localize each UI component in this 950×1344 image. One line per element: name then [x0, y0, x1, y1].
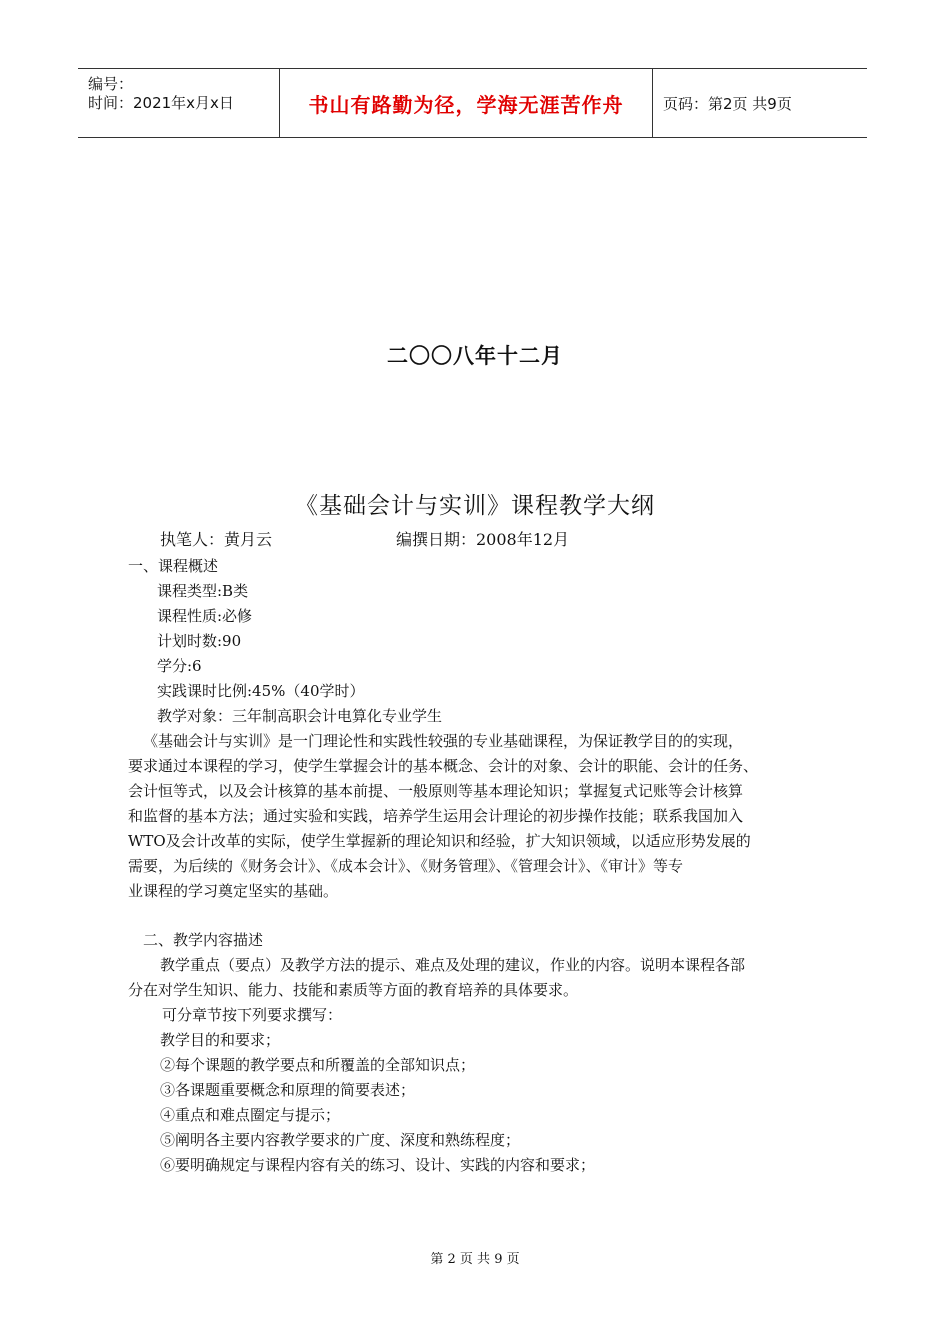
credits: 学分:6 — [157, 657, 202, 675]
requirement-item: ⑥要明确规定与课程内容有关的练习、设计、实践的内容和要求； — [160, 1156, 596, 1174]
number-label: 编号： — [88, 75, 134, 93]
page-footer: 第 2 页 共 9 页 — [430, 1252, 520, 1267]
requirement-item: ③各课题重要概念和原理的简要表述； — [160, 1081, 416, 1099]
compile-date: 编撰日期：2008年12月 — [396, 530, 570, 549]
section2-heading: 二、教学内容描述 — [143, 931, 264, 949]
paragraph-line: 会计恒等式，以及会计核算的基本前提、一般原则等基本理论知识；掌握复式记账等会计核算 — [128, 782, 744, 800]
requirement-item: ④重点和难点圈定与提示； — [160, 1106, 341, 1124]
header-motto-cell — [280, 69, 653, 137]
document-title: 《基础会计与实训》课程教学大纲 — [295, 493, 655, 519]
paragraph-line: 要求通过本课程的学习，使学生掌握会计的基本概念、会计的对象、会计的职能、会计的任务、 — [128, 757, 759, 775]
requirement-item: ②每个课题的教学要点和所覆盖的全部知识点； — [160, 1056, 476, 1074]
date-title: 二〇〇八年十二月 — [387, 344, 563, 368]
header-right-cell — [653, 69, 867, 137]
paragraph-line: 《基础会计与实训》是一门理论性和实践性较强的专业基础课程，为保证教学目的的实现， — [143, 732, 744, 750]
planned-hours: 计划时数:90 — [157, 632, 242, 650]
paragraph-line: 需要，为后续的《财务会计》、《成本会计》、《财务管理》、《管理会计》、《审计》等专 — [128, 857, 684, 875]
requirement-item: 教学目的和要求； — [160, 1031, 281, 1049]
section2-para-line: 分在对学生知识、能力、技能和素质等方面的教育培养的具体要求。 — [128, 981, 579, 999]
page-info: 页码：第2页 共9页 — [663, 95, 792, 113]
course-type: 课程类型:B类 — [157, 582, 249, 600]
requirement-item: ⑤阐明各主要内容教学要求的广度、深度和熟练程度； — [160, 1131, 521, 1149]
teaching-target: 教学对象：三年制高职会计电算化专业学生 — [157, 707, 443, 725]
section1-heading: 一、课程概述 — [128, 557, 219, 575]
paragraph-line: WTO及会计改革的实际，使学生掌握新的理论知识和经验，扩大知识领域，以适应形势发展的 — [128, 832, 751, 850]
section2-intro: 可分章节按下列要求撰写： — [162, 1006, 343, 1024]
header-left-cell — [78, 69, 280, 137]
practice-ratio: 实践课时比例:45%（40学时） — [157, 682, 365, 700]
section2-para-line: 教学重点（要点）及教学方法的提示、难点及处理的建议，作业的内容。说明本课程各部 — [160, 956, 746, 974]
time-label: 时间：2021年x月x日 — [88, 94, 234, 112]
author: 执笔人：黄月云 — [160, 530, 273, 549]
motto: 书山有路勤为径，学海无涯苦作舟 — [308, 93, 624, 117]
paragraph-line: 业课程的学习奠定坚实的基础。 — [128, 882, 339, 900]
paragraph-line: 和监督的基本方法；通过实验和实践，培养学生运用会计理论的初步操作技能；联系我国加入 — [128, 807, 744, 825]
course-nature: 课程性质:必修 — [157, 607, 253, 625]
page-header — [78, 68, 867, 138]
